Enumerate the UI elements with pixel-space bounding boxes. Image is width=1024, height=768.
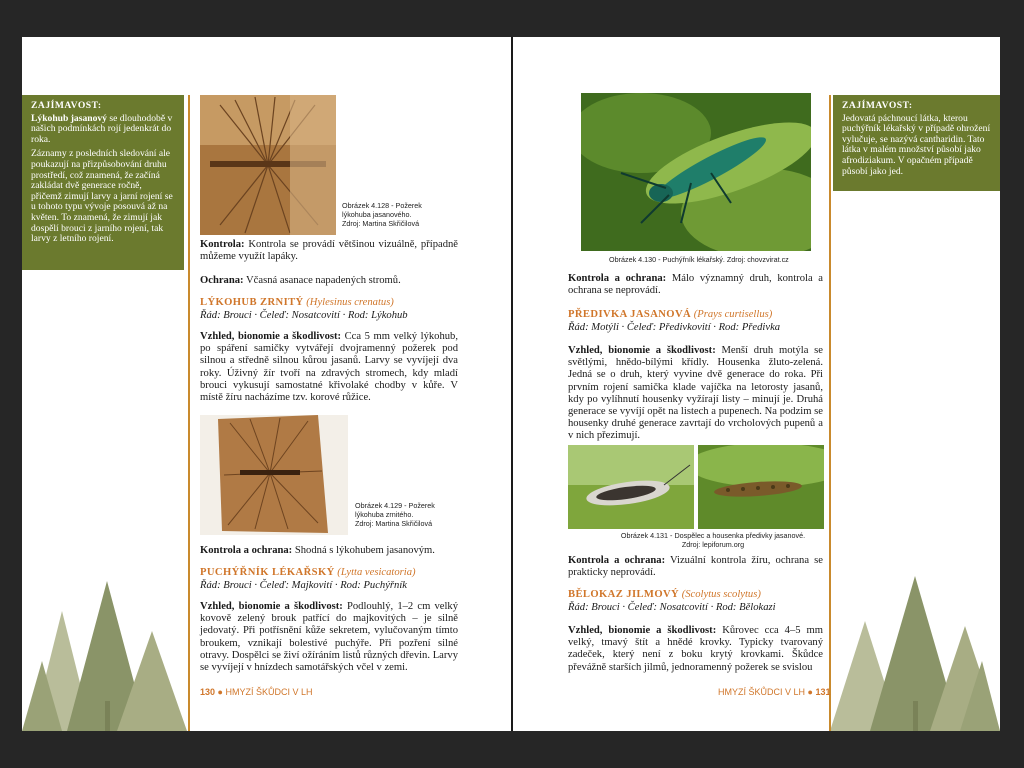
- description-label: Vzhled, bionomie a škodlivost:: [568, 625, 717, 636]
- fact-box-lead: Lýkohub jasanový: [31, 112, 107, 124]
- fact-box-paragraph: Jedovatá páchnoucí látka, kterou puchýřník lékařský v případě ohrožení vylučuje, se nazývá cantharidin. Tato látka v malém množství působí jako afrodiziakum. V opačném případě působí jako jed.: [842, 112, 991, 177]
- figure-4-129-photo: [200, 415, 348, 535]
- description-label: Vzhled, bionomie a škodlivost:: [200, 601, 343, 612]
- running-title: HMYZÍ ŠKŮDCI V LH: [225, 687, 313, 697]
- species-latin: (Hylesinus crenatus): [306, 297, 394, 308]
- species-heading-prays: [568, 309, 823, 334]
- caption-source: Zdroj: Martina Skřičilová: [342, 219, 420, 228]
- control-protection-paragraph-2: [568, 555, 823, 579]
- control-protection-label: Kontrola a ochrana:: [568, 555, 666, 566]
- species-name: PUCHÝŘNÍK LÉKAŘSKÝ: [200, 567, 335, 578]
- control-text: Kontrola se provádí většinou vizuálně, případně můžeme využít lapáky.: [200, 239, 458, 263]
- figure-4-128-caption: [342, 201, 452, 228]
- species-latin: (Prays curtisellus): [693, 309, 773, 320]
- trees-illustration-right: [830, 551, 1000, 731]
- figure-4-131-photo-caterpillar: [698, 445, 824, 529]
- species-latin: (Scolytus scolytus): [681, 589, 761, 600]
- trees-illustration-left: [22, 551, 192, 731]
- control-label: Kontrola:: [200, 239, 245, 250]
- species-taxonomy: Řád: Motýli · Čeleď: Předivkovití · Rod: Předivka: [568, 321, 781, 333]
- caption-source: Zdroj: Martina Skřičilová: [355, 519, 433, 528]
- right-page: [513, 37, 1000, 731]
- figure-4-130-photo: [581, 93, 811, 251]
- figure-4-131-photo-adult: [568, 445, 694, 529]
- species-name: LÝKOHUB ZRNITÝ: [200, 297, 304, 308]
- page-number: 131: [815, 687, 831, 697]
- fact-box-right: [833, 95, 1000, 191]
- species-heading-hylesinus: [200, 297, 458, 322]
- footer-bullet: ●: [807, 687, 813, 697]
- left-page: [22, 37, 511, 731]
- fact-box-title: ZAJÍMAVOST:: [31, 100, 102, 111]
- caption-text: Obrázek 4.131 - Dospělec a housenka předivky jasanové.: [620, 531, 806, 540]
- species-name: PŘEDIVKA JASANOVÁ: [568, 309, 692, 320]
- description-text: Podlouhlý, 1–2 cm velký kovově zelený brouk patřící do majkovitých – je silně jedovatý. Při potřísnění kůže sekretem, vylučovaným tímto broukem, vznikají bolestivé puchýře. Při pozření silné otravy. Dospělci se živí ožíráním listů různých dřevin. Larvy se vyvíjejí v hnízdech samotářských včel v zemi.: [200, 601, 458, 674]
- description-label: Vzhled, bionomie a škodlivost:: [568, 345, 716, 356]
- column-rule: [188, 95, 190, 731]
- control-protection-paragraph: [200, 545, 458, 557]
- species-taxonomy: Řád: Brouci · Čeleď: Nosatcovití · Rod: Bělokazi: [568, 601, 776, 613]
- fact-box-left: [22, 95, 184, 270]
- page-footer-right: [718, 687, 831, 697]
- protection-paragraph: [200, 275, 458, 287]
- column-rule: [829, 95, 831, 731]
- control-protection-text: Vizuální kontrola žíru, ochrana se prakticky neprovádí.: [568, 555, 823, 579]
- figure-4-131-caption: [603, 531, 823, 549]
- caption-text: Obrázek 4.128 - Požerek lýkohuba jasanového.: [342, 201, 422, 219]
- species-description-hylesinus: [200, 331, 458, 404]
- figure-4-129-caption: [355, 501, 455, 528]
- fact-box-text: se dlouhodobě v našich podmínkách rojí jedenkrát do roka.: [31, 112, 173, 145]
- control-protection-text: Shodná s lýkohubem jasanovým.: [292, 545, 435, 556]
- page-footer-left: [200, 687, 313, 697]
- protection-label: Ochrana:: [200, 275, 244, 286]
- fact-box-paragraph: Záznamy z posledních sledování ale poukazují na přizpůsobování druhu prostředí, což znamená, že začíná zakládat dvě generace ročně, přičemž zimují larvy a jarní rojení se u tohoto typu vývoje posouvá až na květen. To znamená, že zimují jak dospělí brouci z jarního rojení, tak larvy z letního rojení.: [31, 148, 173, 245]
- species-taxonomy: Řád: Brouci · Čeleď: Nosatcovití · Rod: Lýkohub: [200, 309, 408, 321]
- species-description-lytta: [200, 601, 458, 674]
- species-name: BĚLOKAZ JILMOVÝ: [568, 589, 680, 600]
- page-number: 130: [200, 687, 216, 697]
- figure-4-130-caption: Obrázek 4.130 - Puchýřník lékařský. Zdroj: chovzvirat.cz: [609, 255, 789, 264]
- caption-text: Obrázek 4.129 - Požerek lýkohuba zrnitého.: [355, 501, 435, 519]
- control-paragraph: [200, 239, 458, 263]
- species-latin: (Lytta vesicatoria): [337, 567, 416, 578]
- species-taxonomy: Řád: Brouci · Čeleď: Majkovití · Rod: Puchýřník: [200, 579, 407, 591]
- control-protection-label: Kontrola a ochrana:: [200, 545, 293, 556]
- control-protection-label: Kontrola a ochrana:: [568, 273, 667, 284]
- species-description-prays: [568, 345, 823, 443]
- protection-text: Včasná asanace napadených stromů.: [243, 275, 401, 286]
- description-text: Menší druh motýla se světlými, hnědo-bílými křídly. Housenka žluto-zelená. Jedná se o druh, který vyvine dvě generace do roka. Při prvním rojení samička klade vajíčka na letorosty jasanů, kdy po vylíhnutí housenky vyžírají listy – minují je. Druhá generace se vyvíjí opět na listech a pupenech. Na podzim se housenky druhé generace zavrtají do vrcholových pupenů a v nich přezimují.: [568, 345, 824, 442]
- description-text: Cca 5 mm velký lýkohub, po spáření samičky vytvářejí dvojramenný požerek pod silnou a středně silnou kůrou jasanů. Larvy se vyvíjejí dva roky. Úživný žír tvoří na zdravých stromech, kdy mladí brouci vykusují samostatné křivolaké chodby v kůře. V místě žíru nacházíme tzv. korové růžice.: [200, 331, 459, 404]
- fact-box-paragraph: [31, 114, 175, 146]
- species-heading-lytta: [200, 567, 458, 592]
- caption-source: Zdroj: lepiforum.org: [681, 540, 745, 549]
- footer-bullet: ●: [217, 687, 223, 697]
- fact-box-title: ZAJÍMAVOST:: [842, 100, 913, 111]
- description-label: Vzhled, bionomie a škodlivost:: [200, 331, 342, 342]
- species-description-scolytus: [568, 625, 823, 674]
- running-title: HMYZÍ ŠKŮDCI V LH: [718, 687, 806, 697]
- figure-4-128-photo: [200, 95, 336, 235]
- control-protection-text: Málo významný druh, kontrola a ochrana se neprovádí.: [568, 273, 823, 297]
- description-text: Kůrovec cca 4–5 mm velký, tmavý štít a hnědé krovky. Typicky tvarovaný zadeček, který není z boku krytý krovkami. Škůdce převážně starších jilmů, jednoramenný požerek se svislou: [568, 625, 824, 673]
- species-heading-scolytus: [568, 589, 823, 614]
- control-protection-paragraph: [568, 273, 823, 297]
